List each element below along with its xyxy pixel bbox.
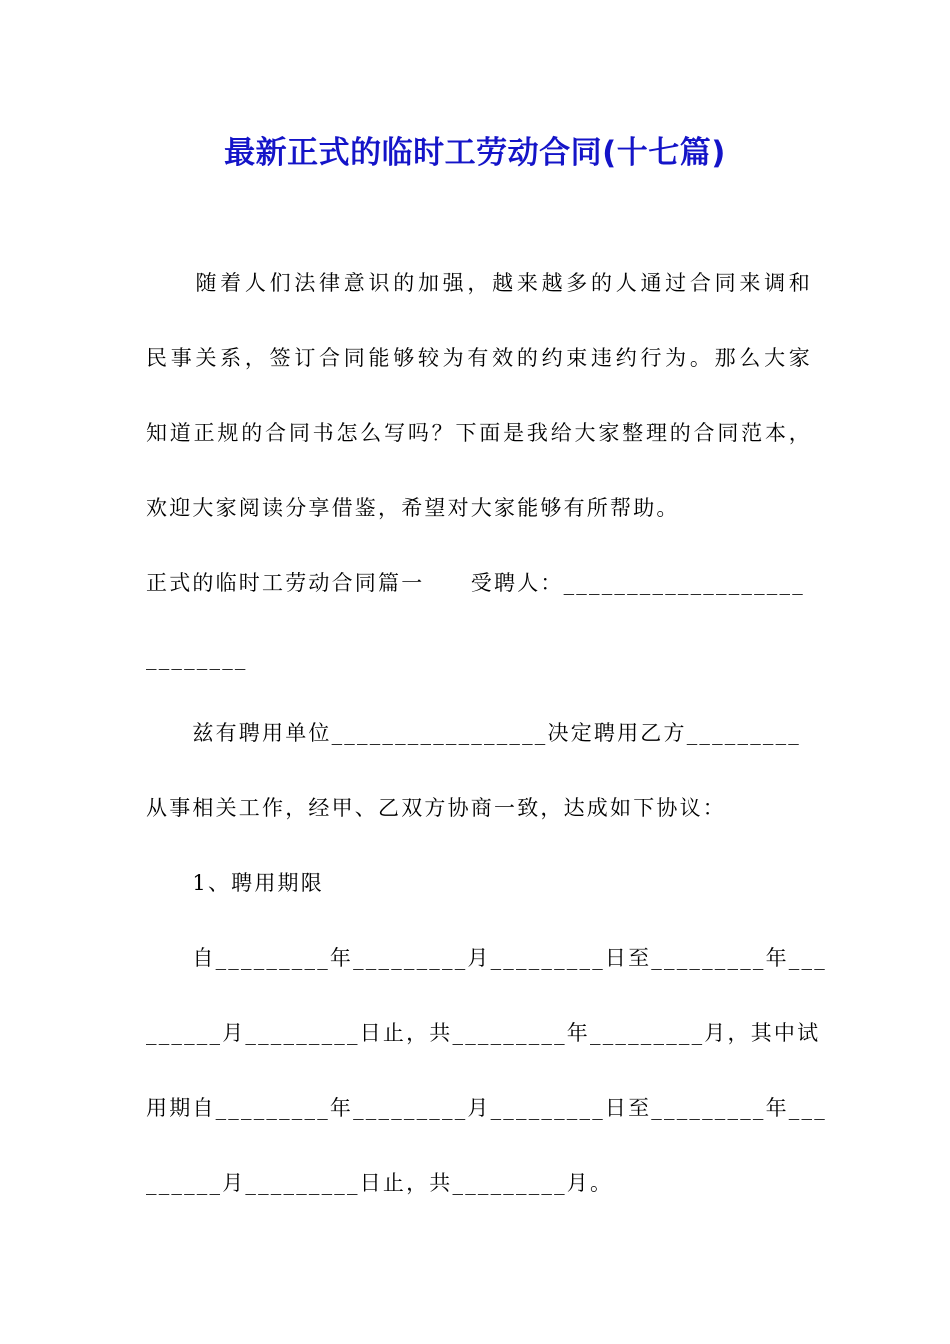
section-heading-term: 1、聘用期限: [146, 871, 324, 895]
employer-clause-line: 兹有聘用单位_________________决定聘用乙方_________: [146, 721, 801, 745]
contract-heading-line: 正式的临时工劳动合同篇一 受聘人：___________________: [146, 571, 805, 595]
agreement-line: 从事相关工作，经甲、乙双方协商一致，达成如下协议：: [146, 796, 726, 820]
page-title: 最新正式的临时工劳动合同(十七篇): [224, 135, 726, 171]
intro-line-2: 民事关系，签订合同能够较为有效的约束违约行为。那么大家: [146, 346, 812, 370]
blank-continuation-line: ________: [146, 646, 248, 670]
term-line-4: ______月_________日止，共_________月。: [146, 1171, 614, 1195]
intro-line-4: 欢迎大家阅读分享借鉴，希望对大家能够有所帮助。: [146, 496, 680, 520]
intro-line-1: 随着人们法律意识的加强，越来越多的人通过合同来调和: [146, 271, 812, 295]
term-line-2: ______月_________日止，共_________年_________月，其中试: [146, 1021, 821, 1045]
term-line-3: 用期自_________年_________月_________日至_________年___: [146, 1096, 827, 1120]
intro-line-3: 知道正规的合同书怎么写吗？下面是我给大家整理的合同范本，: [146, 421, 812, 445]
term-line-1: 自_________年_________月_________日至_________年___: [146, 946, 827, 970]
